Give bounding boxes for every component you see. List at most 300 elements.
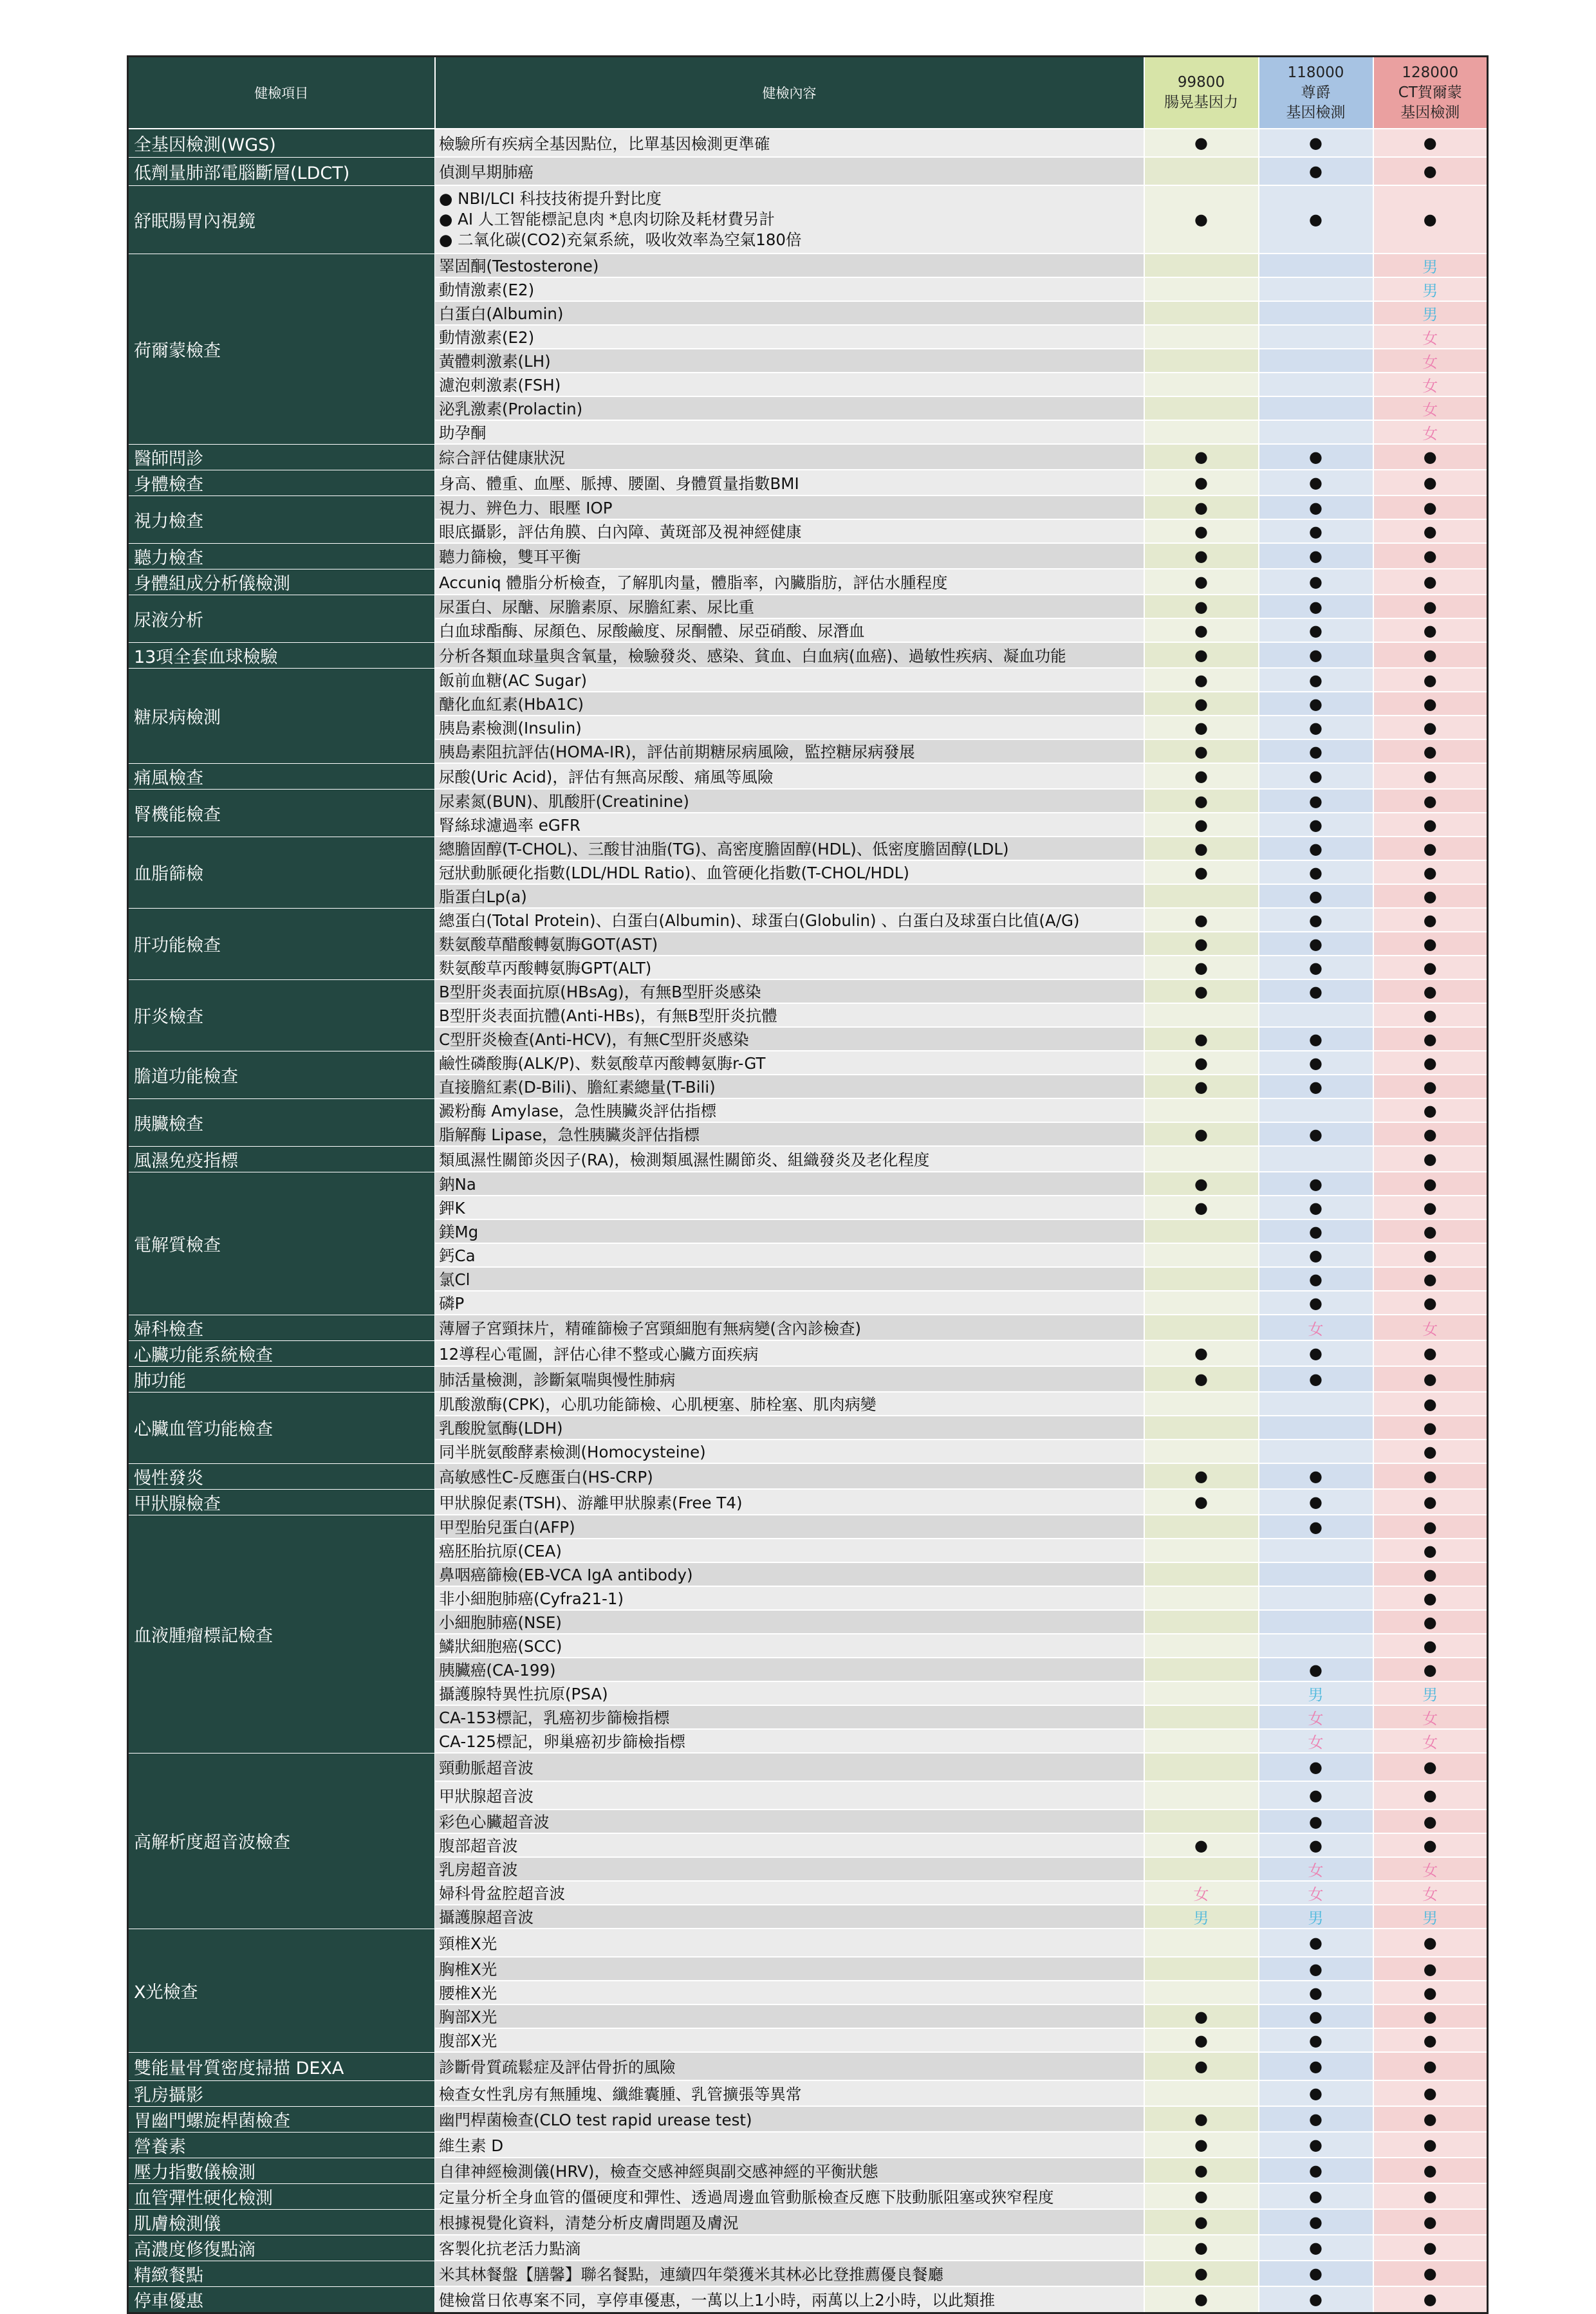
category-cell: 膽道功能檢查: [128, 1051, 435, 1098]
content-cell: 根據視覺化資料，清楚分析皮膚問題及膚況: [435, 2209, 1144, 2235]
table-row: [128, 1098, 1488, 1122]
table-row: [128, 1172, 1488, 1196]
plan-3-mark-cell: [1373, 1833, 1488, 1857]
plan-2-mark-cell: [1259, 1929, 1373, 1957]
plan-1-mark-cell: [1144, 1340, 1259, 1366]
table-row: [128, 185, 1488, 254]
content-cell: 類風濕性關節炎因子(RA)，檢測類風濕性關節炎、組織發炎及老化程度: [435, 1146, 1144, 1172]
plan-2-mark-cell: [1259, 1243, 1373, 1267]
plan-1-mark-cell: [1144, 813, 1259, 837]
inclusion-mark: ●: [1309, 573, 1322, 591]
content-cell: 米其林餐盤【膳馨】聯名餐點，連續四年榮獲米其林必比登推薦優良餐廳: [435, 2261, 1144, 2286]
inclusion-mark: ●: [1194, 911, 1208, 929]
content-cell: 診斷骨質疏鬆症及評估骨折的風險: [435, 2052, 1144, 2080]
plan-1-mark-cell: [1144, 1463, 1259, 1489]
plan-2-mark-cell: [1259, 1098, 1373, 1122]
plan-1-mark-cell: [1144, 1586, 1259, 1610]
inclusion-mark: ●: [1309, 210, 1322, 228]
inclusion-mark: ●: [1194, 2031, 1208, 2050]
plan-2-mark-cell: [1259, 1833, 1373, 1857]
inclusion-mark: 女: [1422, 425, 1438, 443]
content-cell: 鎂Mg: [435, 1219, 1144, 1243]
inclusion-mark: ●: [1309, 597, 1322, 616]
plan-1-mark-cell: [1144, 932, 1259, 956]
content-cell: 冠狀動脈硬化指數(LDL/HDL Ratio)、血管硬化指數(T-CHOL/HDL): [435, 860, 1144, 884]
content-cell: 視力、辨色力、眼壓 IOP: [435, 495, 1144, 519]
plan-3-mark-cell: [1373, 1929, 1488, 1957]
table-row: [128, 2106, 1488, 2132]
plan-3-mark-cell: [1373, 692, 1488, 716]
inclusion-mark: ●: [1423, 474, 1437, 492]
plan-3-mark-cell: [1373, 1172, 1488, 1196]
content-cell: 非小細胞肺癌(Cyfra21-1): [435, 1586, 1144, 1610]
inclusion-mark: ●: [1423, 1394, 1437, 1413]
plan-3-mark-cell: [1373, 157, 1488, 185]
plan-1-mark-cell: [1144, 2261, 1259, 2286]
inclusion-mark: ●: [1194, 597, 1208, 616]
plan-1-mark-cell: [1144, 2235, 1259, 2261]
inclusion-mark: ●: [1309, 1758, 1322, 1776]
plan-1-mark-cell: [1144, 1515, 1259, 1539]
inclusion-mark: ●: [1194, 982, 1208, 1001]
inclusion-mark: ●: [1309, 887, 1322, 905]
table-row: [128, 1340, 1488, 1366]
plan-3-mark-cell: [1373, 569, 1488, 595]
inclusion-mark: ●: [1423, 1836, 1437, 1855]
plan-2-mark-cell: [1259, 716, 1373, 739]
content-cell: C型肝炎檢查(Anti-HCV)，有無C型肝炎感染: [435, 1027, 1144, 1051]
inclusion-mark: ●: [1194, 1053, 1208, 1072]
content-cell: 脂解酶 Lipase，急性胰臟炎評估指標: [435, 1122, 1144, 1146]
inclusion-mark: ●: [1194, 718, 1208, 737]
plan-3-mark-cell: [1373, 908, 1488, 932]
content-cell: 鉀K: [435, 1196, 1144, 1219]
inclusion-mark: ●: [1423, 2007, 1437, 2026]
inclusion-mark: ●: [1423, 671, 1437, 689]
inclusion-mark: ●: [1194, 573, 1208, 591]
inclusion-mark: ●: [1309, 498, 1322, 517]
content-cell: 胸椎X光: [435, 1957, 1144, 1981]
plan-1-mark-cell: [1144, 1392, 1259, 1416]
plan-2-mark-cell: [1259, 763, 1373, 789]
plan-2-mark-cell: [1259, 1810, 1373, 1833]
inclusion-mark: ●: [1309, 448, 1322, 466]
plan-1-mark-cell: [1144, 642, 1259, 668]
inclusion-mark: ●: [1309, 1293, 1322, 1312]
inclusion-mark: 女: [1308, 1862, 1324, 1880]
inclusion-mark: ●: [1309, 742, 1322, 761]
content-cell: 定量分析全身血管的僵硬度和彈性、透過周邊血管動脈檢查反應下肢動脈阻塞或狹窄程度: [435, 2183, 1144, 2209]
plan-3-mark-cell: [1373, 396, 1488, 420]
inclusion-mark: ●: [1423, 1442, 1437, 1461]
inclusion-mark: ●: [1194, 646, 1208, 664]
plan-2-mark-cell: [1259, 277, 1373, 301]
plan-2-mark-cell: [1259, 1463, 1373, 1489]
table-row: [128, 1515, 1488, 1539]
inclusion-mark: ●: [1309, 547, 1322, 565]
inclusion-mark: ●: [1194, 2136, 1208, 2154]
inclusion-mark: ●: [1194, 815, 1208, 834]
plan-1-mark-cell: [1144, 1098, 1259, 1122]
inclusion-mark: ●: [1309, 1836, 1322, 1855]
category-cell: 低劑量肺部電腦斷層(LDCT): [128, 157, 435, 185]
plan-1-mark-cell: [1144, 2004, 1259, 2028]
plan-2-mark-cell: [1259, 956, 1373, 979]
plan-1-mark-cell: [1144, 668, 1259, 692]
inclusion-mark: ●: [1194, 2264, 1208, 2282]
inclusion-mark: ●: [1423, 1293, 1437, 1312]
content-cell: 乳房超音波: [435, 1857, 1144, 1881]
plan-3-mark-cell: [1373, 2235, 1488, 2261]
content-cell: 尿酸(Uric Acid)，評估有無高尿酸、痛風等風險: [435, 763, 1144, 789]
content-cell: 麩氨酸草醋酸轉氨脢GOT(AST): [435, 932, 1144, 956]
inclusion-mark: ●: [1194, 621, 1208, 640]
category-cell: 婦科檢查: [128, 1315, 435, 1340]
plan-1-mark-cell: [1144, 185, 1259, 254]
plan-price: 99800: [1177, 74, 1225, 91]
content-cell: B型肝炎表面抗體(Anti-HBs)，有無B型肝炎抗體: [435, 1003, 1144, 1027]
inclusion-mark: ●: [1423, 646, 1437, 664]
plan-1-mark-cell: [1144, 1122, 1259, 1146]
plan-2-mark-cell: [1259, 1291, 1373, 1315]
table-row: [128, 1463, 1488, 1489]
plan-2-mark-cell: [1259, 2209, 1373, 2235]
content-cell: 飯前血糖(AC Sugar): [435, 668, 1144, 692]
inclusion-mark: ●: [1423, 1959, 1437, 1978]
plan-3-mark-cell: [1373, 254, 1488, 277]
inclusion-mark: ●: [1423, 863, 1437, 882]
inclusion-mark: ●: [1423, 1812, 1437, 1831]
inclusion-mark: ●: [1194, 791, 1208, 810]
inclusion-mark: ●: [1423, 1370, 1437, 1388]
plan-3-mark-cell: [1373, 1392, 1488, 1416]
plan-1-mark-cell: [1144, 595, 1259, 618]
inclusion-mark: ●: [1423, 2136, 1437, 2154]
inclusion-mark: ●: [1194, 839, 1208, 858]
plan-header-128000: [1373, 57, 1488, 129]
inclusion-mark: ●: [1309, 1983, 1322, 2002]
content-cell: 磷P: [435, 1291, 1144, 1315]
table-row: [128, 1489, 1488, 1515]
content-cell: 甲狀腺促素(TSH)、游離甲狀腺素(Free T4): [435, 1489, 1144, 1515]
plan-2-mark-cell: [1259, 908, 1373, 932]
plan-3-mark-cell: [1373, 373, 1488, 396]
plan-2-mark-cell: [1259, 1905, 1373, 1929]
plan-1-mark-cell: [1144, 1291, 1259, 1315]
inclusion-mark: ●: [1309, 694, 1322, 713]
inclusion-mark: ●: [1423, 2110, 1437, 2128]
table-row: [128, 1051, 1488, 1075]
plan-name-sub: 基因檢測: [1400, 104, 1460, 121]
inclusion-mark: ●: [1194, 2057, 1208, 2075]
plan-1-mark-cell: [1144, 1634, 1259, 1658]
plan-3-mark-cell: [1373, 1051, 1488, 1075]
inclusion-mark: ●: [1309, 2161, 1322, 2180]
plan-1-mark-cell: [1144, 763, 1259, 789]
plan-1-mark-cell: [1144, 1539, 1259, 1562]
plan-3-mark-cell: [1373, 1075, 1488, 1098]
plan-1-mark-cell: [1144, 277, 1259, 301]
inclusion-mark: ●: [1309, 718, 1322, 737]
plan-3-mark-cell: [1373, 1981, 1488, 2004]
plan-3-mark-cell: [1373, 884, 1488, 908]
content-cell: 胰臟癌(CA-199): [435, 1658, 1144, 1681]
plan-2-mark-cell: [1259, 932, 1373, 956]
inclusion-mark: ●: [1423, 1613, 1437, 1631]
plan-2-mark-cell: [1259, 739, 1373, 763]
inclusion-mark: 女: [1422, 1320, 1438, 1338]
plan-1-mark-cell: [1144, 1881, 1259, 1905]
plan-3-mark-cell: [1373, 813, 1488, 837]
plan-3-mark-cell: [1373, 2004, 1488, 2028]
category-cell: 甲狀腺檢查: [128, 1489, 435, 1515]
inclusion-mark: ●: [1309, 1493, 1322, 1511]
content-cell: CA-153標記，乳癌初步篩檢指標: [435, 1705, 1144, 1729]
plan-2-mark-cell: [1259, 1562, 1373, 1586]
inclusion-mark: ●: [1423, 791, 1437, 810]
plan-2-mark-cell: [1259, 349, 1373, 373]
inclusion-mark: ●: [1423, 1758, 1437, 1776]
inclusion-mark: ●: [1309, 982, 1322, 1001]
category-cell: 血脂篩檢: [128, 837, 435, 908]
inclusion-mark: ●: [1309, 2239, 1322, 2257]
content-cell: 12導程心電圖，評估心律不整或心臟方面疾病: [435, 1340, 1144, 1366]
category-cell: 精緻餐點: [128, 2261, 435, 2286]
plan-3-mark-cell: [1373, 1515, 1488, 1539]
plan-3-mark-cell: [1373, 1586, 1488, 1610]
inclusion-mark: 女: [1422, 1734, 1438, 1752]
plan-2-mark-cell: [1259, 1051, 1373, 1075]
inclusion-mark: ●: [1194, 958, 1208, 977]
table-row: [128, 569, 1488, 595]
plan-3-mark-cell: [1373, 1881, 1488, 1905]
inclusion-mark: ●: [1423, 1246, 1437, 1264]
table-row: [128, 1753, 1488, 1781]
plan-1-mark-cell: [1144, 789, 1259, 813]
category-cell: 舒眠腸胃內視鏡: [128, 185, 435, 254]
inclusion-mark: ●: [1194, 1493, 1208, 1511]
inclusion-mark: ●: [1423, 1786, 1437, 1804]
plan-1-mark-cell: [1144, 2158, 1259, 2183]
inclusion-mark: ●: [1194, 2007, 1208, 2026]
plan-3-mark-cell: [1373, 932, 1488, 956]
plan-2-mark-cell: [1259, 1219, 1373, 1243]
plan-1-mark-cell: [1144, 495, 1259, 519]
plan-2-mark-cell: [1259, 1539, 1373, 1562]
category-cell: 心臟血管功能檢查: [128, 1392, 435, 1463]
plan-1-mark-cell: [1144, 1366, 1259, 1392]
plan-2-mark-cell: [1259, 129, 1373, 157]
content-cell: 脂蛋白Lp(a): [435, 884, 1144, 908]
inclusion-mark: 男: [1422, 1686, 1438, 1704]
category-cell: 風濕免疫指標: [128, 1146, 435, 1172]
plan-3-mark-cell: [1373, 1753, 1488, 1781]
content-cell: 同半胱氨酸酵素檢測(Homocysteine): [435, 1439, 1144, 1463]
plan-2-mark-cell: [1259, 1172, 1373, 1196]
plan-3-mark-cell: [1373, 1196, 1488, 1219]
content-cell: 偵測早期肺癌: [435, 157, 1144, 185]
plan-2-mark-cell: [1259, 2080, 1373, 2106]
content-cell: 腰椎X光: [435, 1981, 1144, 2004]
plan-1-mark-cell: [1144, 2080, 1259, 2106]
plan-2-mark-cell: [1259, 1981, 1373, 2004]
plan-1-mark-cell: [1144, 1219, 1259, 1243]
inclusion-mark: ●: [1309, 162, 1322, 180]
plan-2-mark-cell: [1259, 2132, 1373, 2158]
content-cell: 薄層子宮頸抹片，精確篩檢子宮頸細胞有無病變(含內診檢查): [435, 1315, 1144, 1340]
table-row: [128, 2209, 1488, 2235]
plan-3-mark-cell: [1373, 444, 1488, 470]
inclusion-mark: ●: [1194, 1198, 1208, 1217]
plan-2-mark-cell: [1259, 519, 1373, 543]
plan-3-mark-cell: [1373, 1957, 1488, 1981]
plan-1-mark-cell: [1144, 157, 1259, 185]
checkup-comparison-table: [127, 55, 1489, 2314]
inclusion-mark: ●: [1309, 2264, 1322, 2282]
plan-price: 128000: [1402, 64, 1459, 81]
plan-2-mark-cell: [1259, 1857, 1373, 1881]
content-cell: 泌乳激素(Prolactin): [435, 396, 1144, 420]
inclusion-mark: ●: [1309, 2136, 1322, 2154]
inclusion-mark: ●: [1423, 621, 1437, 640]
table-row: [128, 979, 1488, 1003]
inclusion-mark: ●: [1194, 448, 1208, 466]
inclusion-mark: ●: [1309, 1517, 1322, 1536]
content-cell: 白血球酯酶、尿顏色、尿酸鹼度、尿酮體、尿亞硝酸、尿潛血: [435, 618, 1144, 642]
plan-2-mark-cell: [1259, 396, 1373, 420]
category-cell: 腎機能檢查: [128, 789, 435, 837]
inclusion-mark: ●: [1309, 474, 1322, 492]
plan-1-mark-cell: [1144, 349, 1259, 373]
plan-header-118000: [1259, 57, 1373, 129]
table-row: [128, 1146, 1488, 1172]
content-cell: 健檢當日依專案不同，享停車優惠，一萬以上1小時，兩萬以上2小時，以此類推: [435, 2286, 1144, 2313]
category-cell: 雙能量骨質密度掃描 DEXA: [128, 2052, 435, 2080]
plan-2-mark-cell: [1259, 470, 1373, 495]
inclusion-mark: ●: [1194, 134, 1208, 152]
table-row: [128, 2132, 1488, 2158]
plan-2-mark-cell: [1259, 692, 1373, 716]
plan-2-mark-cell: [1259, 2028, 1373, 2052]
inclusion-mark: ●: [1309, 1467, 1322, 1485]
inclusion-mark: ●: [1309, 522, 1322, 541]
inclusion-mark: ●: [1423, 1983, 1437, 2002]
plan-3-mark-cell: [1373, 595, 1488, 618]
plan-1-mark-cell: [1144, 908, 1259, 932]
plan-3-mark-cell: [1373, 1098, 1488, 1122]
inclusion-mark: ●: [1309, 1660, 1322, 1679]
inclusion-mark: 女: [1308, 1734, 1324, 1752]
category-cell: 胰臟檢查: [128, 1098, 435, 1146]
inclusion-mark: 女: [1308, 1885, 1324, 1903]
inclusion-mark: ●: [1309, 2084, 1322, 2102]
inclusion-mark: ●: [1423, 522, 1437, 541]
content-cell: 胰島素檢測(Insulin): [435, 716, 1144, 739]
content-cell: 攝護腺特異性抗原(PSA): [435, 1681, 1144, 1705]
content-cell: 高敏感性C-反應蛋白(HS-CRP): [435, 1463, 1144, 1489]
inclusion-mark: ●: [1309, 2110, 1322, 2128]
content-cell: 胰島素阻抗評估(HOMA-IR)，評估前期糖尿病風險，監控糖尿病發展: [435, 739, 1144, 763]
inclusion-mark: ●: [1423, 210, 1437, 228]
plan-3-mark-cell: [1373, 495, 1488, 519]
category-cell: 荷爾蒙檢查: [128, 254, 435, 444]
plan-3-mark-cell: [1373, 1810, 1488, 1833]
inclusion-mark: ●: [1423, 1006, 1437, 1024]
inclusion-mark: ●: [1423, 498, 1437, 517]
plan-1-mark-cell: [1144, 1833, 1259, 1857]
inclusion-mark: ●: [1194, 2161, 1208, 2180]
plan-2-mark-cell: [1259, 1610, 1373, 1634]
inclusion-mark: ●: [1423, 2264, 1437, 2282]
inclusion-mark: ●: [1423, 1418, 1437, 1437]
inclusion-mark: ●: [1423, 718, 1437, 737]
plan-2-mark-cell: [1259, 1315, 1373, 1340]
content-cell: 維生素 D: [435, 2132, 1144, 2158]
plan-3-mark-cell: [1373, 1562, 1488, 1586]
plan-name-sub: 基因檢測: [1286, 104, 1346, 121]
plan-2-mark-cell: [1259, 1781, 1373, 1810]
plan-3-mark-cell: [1373, 1416, 1488, 1439]
plan-3-mark-cell: [1373, 1122, 1488, 1146]
plan-2-mark-cell: [1259, 1340, 1373, 1366]
inclusion-mark: ●: [1423, 1174, 1437, 1193]
plan-1-mark-cell: [1144, 739, 1259, 763]
inclusion-mark: ●: [1309, 2057, 1322, 2075]
inclusion-mark: ●: [1194, 2239, 1208, 2257]
plan-2-mark-cell: [1259, 373, 1373, 396]
plan-3-mark-cell: [1373, 1681, 1488, 1705]
plan-name: CT賀爾蒙: [1398, 84, 1462, 101]
content-cell: 動情激素(E2): [435, 277, 1144, 301]
inclusion-mark: ●: [1309, 2213, 1322, 2231]
category-cell: 全基因檢測(WGS): [128, 129, 435, 157]
plan-3-mark-cell: [1373, 2158, 1488, 2183]
plan-1-mark-cell: [1144, 1146, 1259, 1172]
content-cell: 總膽固醇(T-CHOL)、三酸甘油脂(TG)、高密度膽固醇(HDL)、低密度膽固醇(LDL): [435, 837, 1144, 860]
plan-1-mark-cell: [1144, 837, 1259, 860]
content-cell: 彩色心臟超音波: [435, 1810, 1144, 1833]
plan-1-mark-cell: [1144, 1315, 1259, 1340]
plan-3-mark-cell: [1373, 979, 1488, 1003]
plan-2-mark-cell: [1259, 618, 1373, 642]
inclusion-mark: ●: [1194, 1125, 1208, 1143]
plan-3-mark-cell: [1373, 1315, 1488, 1340]
category-cell: 營養素: [128, 2132, 435, 2158]
content-cell: 檢驗所有疾病全基因點位，比單基因檢測更準確: [435, 129, 1144, 157]
table-row: [128, 495, 1488, 519]
plan-3-mark-cell: [1373, 543, 1488, 569]
inclusion-mark: ●: [1194, 934, 1208, 953]
plan-1-mark-cell: [1144, 1027, 1259, 1051]
content-cell: CA-125標記，卵巢癌初步篩檢指標: [435, 1729, 1144, 1753]
content-cell: 幽門桿菌檢查(CLO test rapid urease test): [435, 2106, 1144, 2132]
inclusion-mark: 女: [1308, 1320, 1324, 1338]
inclusion-mark: ●: [1309, 1959, 1322, 1978]
plan-3-mark-cell: [1373, 301, 1488, 325]
inclusion-mark: ●: [1423, 1101, 1437, 1120]
inclusion-mark: ●: [1423, 694, 1437, 713]
content-cell: 小細胞肺癌(NSE): [435, 1610, 1144, 1634]
plan-1-mark-cell: [1144, 1489, 1259, 1515]
plan-1-mark-cell: [1144, 129, 1259, 157]
content-cell: 肌酸激酶(CPK)，心肌功能篩檢、心肌梗塞、肺栓塞、肌肉病變: [435, 1392, 1144, 1416]
plan-1-mark-cell: [1144, 1051, 1259, 1075]
plan-3-mark-cell: [1373, 420, 1488, 444]
inclusion-mark: ●: [1309, 134, 1322, 152]
inclusion-mark: 男: [1422, 282, 1438, 300]
plan-3-mark-cell: [1373, 2261, 1488, 2286]
inclusion-mark: ●: [1309, 911, 1322, 929]
